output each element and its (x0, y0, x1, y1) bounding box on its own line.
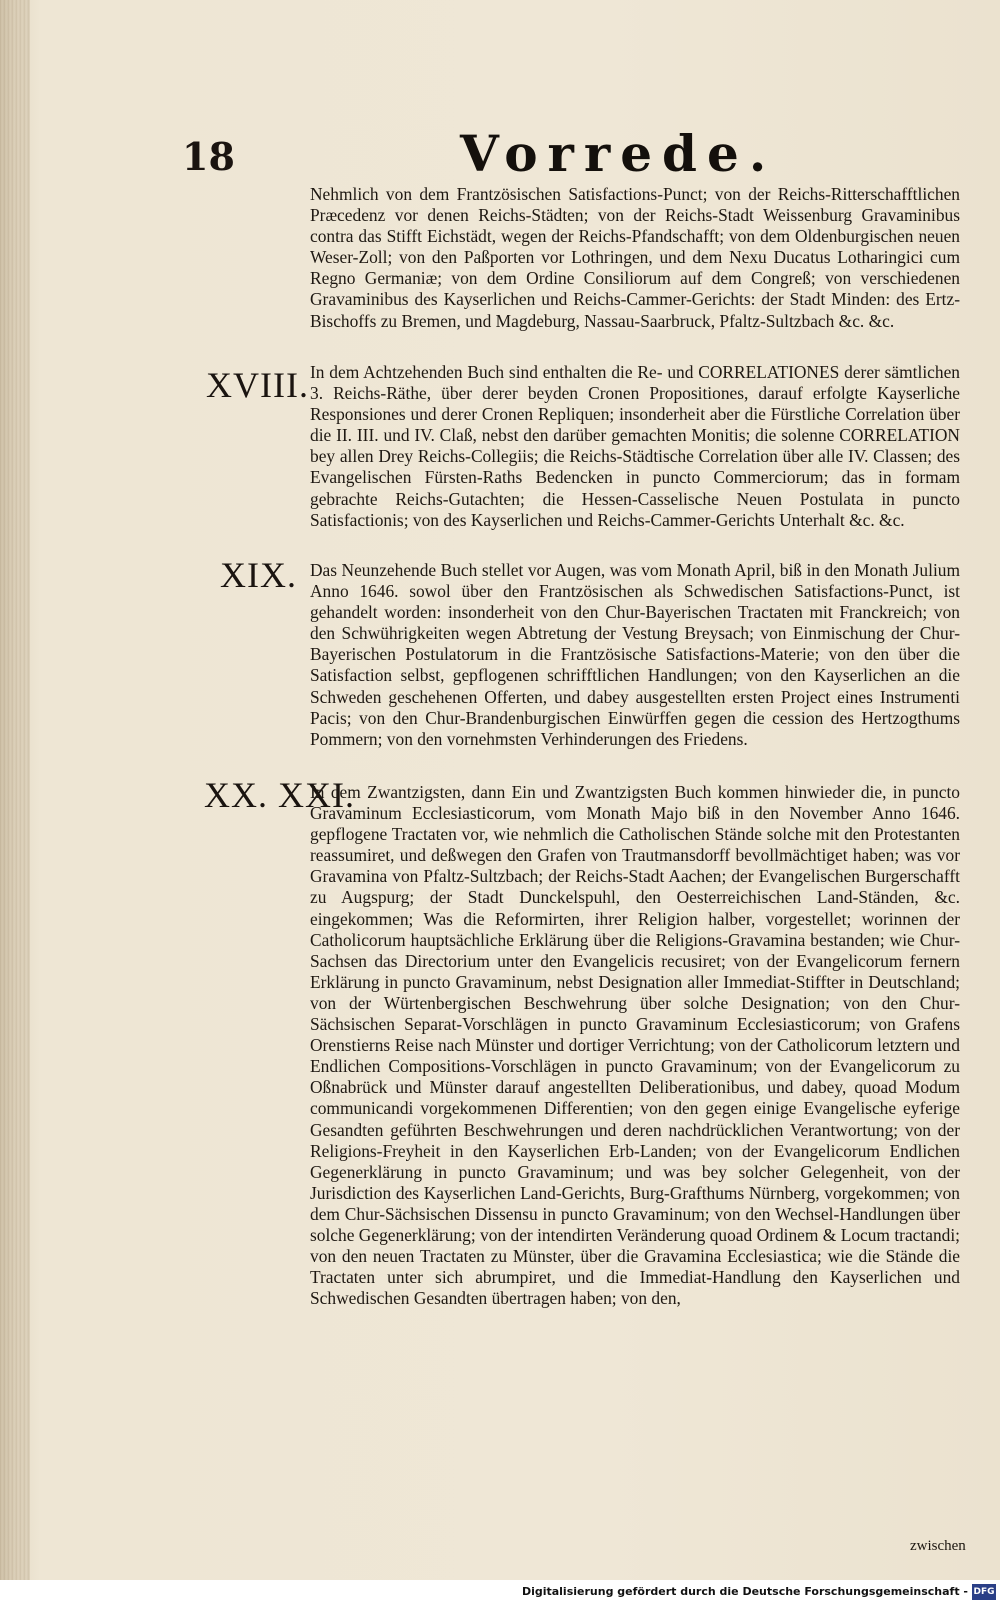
footer-credit-text: Digitalisierung gefördert durch die Deutsche Forschungsgemeinschaft - (521, 1585, 968, 1598)
section-xx-xxi-paragraph (310, 782, 960, 1309)
section-xix-text: Das Neunzehende Buch stellet vor Augen, was vom Monath April, biß in den Monath Julium Anno 1646. sowol über den Frantzösischen als Schwedischen Satisfactions-Punct, ist gehandelt worden: insonderheit von den Chur-Bayerischen Tractaten mit Franckreich; von den Schwührigkeiten wegen Abtretung der Vestung Breysach; von Einmischung der Chur-Bayerischen Postulatorum in die Frantzösische Satisfactions-Materie; von den über die Satisfaction selbst, gepflogenen schrifftlichen Handlungen; von den Kayserlichen an die Schweden geschehenen Offerten, und dabey ausgestellten ersten Project eines Instrumenti Pacis; von den Chur-Brandenburgischen Einwürffen gegen die cession des Hertzogthums Pommern; von den vornehmsten Verhinderungen des Friedens. (310, 560, 960, 749)
section-xx-xxi-text: In dem Zwantzigsten, dann Ein und Zwantzigsten Buch kommen hinwieder die, in puncto Gravaminum Ecclesiasticorum, vom Monath Majo biß in den November Anno 1646. gepflogene Tractaten vor, wie nehmlich die Catholischen Stände solche mit den Protestanten reassumiret, und deßwegen den Grafen von Trautmansdorff bevollmächtiget haben; was vor Gravamina von Pfaltz-Sultzbach; der Reichs-Stadt Aachen; der Evangelischen Burgerschafft zu Augspurg; der Stadt Dunckelspuhl, den Oesterreichischen Land-Ständen, &c. eingekommen; Was die Reformirten, ihrer Religion halber, vorgestellet; worinnen der Catholicorum hauptsächliche Erklärung über die Religions-Gravamina bestanden; wie Chur-Sachsen das Directorium unter den Evangelicis recusiret; von der Evangelicorum fernern Erklärung in puncto Gravaminum, nebst Designation aller Immediat-Stiffter in Deutschland; von der Würtenbergischen Beschwehrung über solche Designation; von den Chur-Sächsischen Separat-Vorschlägen in puncto Gravaminum Ecclesiasticorum; von Grafens Orenstierns Reise nach Münster und dortiger Verrichtung; von der Catholicorum letztern und Endlichen Compositions-Vorschlägen in puncto Gravaminum; von der Evangelicorum zu Oßnabrück und Münster darauf angestellten Deliberationibus, und dabey, quoad Modum communicandi vorgekommenen Differentien; von den gegen einige Evangelische eyferige Gesandten geführten Beschwehrungen und deren nachdrücklichen Verantwortung; von der Religions-Freyheit in den Kayserlichen Erb-Landen; von der Evangelicorum Endlichen Gegenerklärung in puncto Gravaminum; und was bey solcher Gelegenheit, von der Jurisdiction des Kayserlichen Land-Gerichts, Burg-Grafthums Nürnberg, vorgekommen; von dem Chur-Sächsischen Dissensu in puncto Gravaminum; von den Wechsel-Handlungen über solche Gegenerklärung; von der intendirten Veränderung quoad Ordinem & Locum tractandi; von den neuen Tractaten zu Münster, über die Gravamina Ecclesiastica; wie die Stände die Tractaten unter sich abrumpiret, und die Immediat-Handlung den Kayserlichen und Schwedischen Gesandten übertragen haben; von den, (310, 782, 960, 1309)
section-xix-paragraph (310, 560, 960, 750)
section-numeral-xix: XIX. (220, 555, 297, 595)
dfg-logo: DFG (972, 1584, 996, 1600)
catchword: zwischen (910, 1538, 966, 1554)
page-number: 18 (182, 134, 235, 179)
page-header (0, 124, 1000, 190)
footer-bar (0, 1580, 1000, 1606)
section-numeral-xviii: XVIII. (206, 365, 309, 405)
continuation-paragraph (310, 184, 960, 332)
section-numeral-xx-xxi: XX. XXI. (204, 775, 355, 815)
continuation-text: Nehmlich von dem Frantzösischen Satisfactions-Punct; von der Reichs-Ritterschafftlichen Præcedenz vor denen Reichs-Städten; von der Reichs-Stadt Weissenburg Gravaminibus contra das Stifft Eichstädt, wegen der Reichs-Pfandschafft; von dem Oldenburgischen neuen Weser-Zoll; von den Paßporten vor Lothringen, und dem Nexu Ducatus Lotharingici cum Regno Germaniæ; von dem Ordine Consiliorum auf dem Congreß; von verschiedenen Gravaminibus des Kayserlichen und Reichs-Cammer-Gerichts: der Stadt Minden: des Ertz-Bischoffs zu Bremen, und Magdeburg, Nassau-Saarbruck, Pfaltz-Sultzbach &c. &c. (310, 184, 960, 331)
page-edge-stack (0, 0, 30, 1580)
section-xviii-paragraph (310, 362, 960, 531)
running-title: Vorrede. (460, 124, 777, 183)
section-xviii-text: In dem Achtzehenden Buch sind enthalten die Re- und CORRELATIONES derer sämtlichen 3. Reichs-Räthe, über derer beyden Cronen Propositiones, darauf erfolgte Kayserliche Responsiones und derer Cronen Repliquen; insonderheit aber die Fürstliche Correlation über die II. III. und IV. Claß, nebst den darüber gemachten Monitis; die solenne CORRELATION bey allen Drey Reichs-Collegiis; die Reichs-Städtische Correlation über alle IV. Classen; des Evangelischen Fürsten-Raths Bedencken in puncto Commerciorum; das in formam gebrachte Reichs-Gutachten; die Hessen-Casselische Neuen Postulata in puncto Satisfactionis; von des Kayserlichen und Reichs-Cammer-Gerichts Unterhalt &c. &c. (310, 362, 960, 530)
